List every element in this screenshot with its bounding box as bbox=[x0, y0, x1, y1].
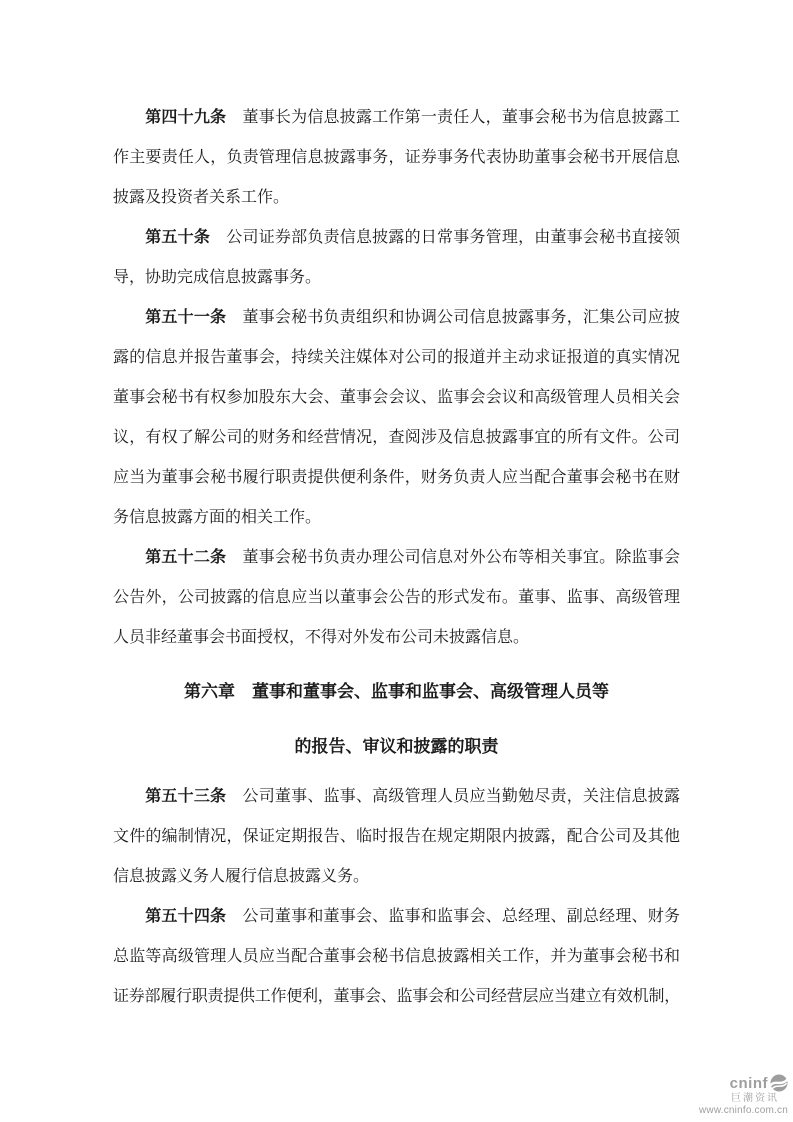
article-number: 第五十三条 bbox=[145, 788, 227, 805]
text-line: 董事会秘书有权参加股东大会、董事会会议、监事会会议和高级管理人员相关会 bbox=[113, 389, 680, 406]
article-number: 第五十条 bbox=[145, 229, 211, 246]
text-line bbox=[113, 538, 680, 578]
article-paragraph bbox=[113, 777, 680, 897]
text-line: 披露及投资者关系工作。 bbox=[113, 189, 290, 206]
chapter-heading bbox=[113, 664, 680, 774]
text-line bbox=[113, 98, 680, 138]
article-number: 第五十二条 bbox=[145, 549, 227, 566]
article-text: 董事会秘书负责组织和协调公司信息披露事务，汇集公司应披 bbox=[242, 309, 680, 326]
text-line: 露的信息并报告董事会，持续关注媒体对公司的报道并主动求证报道的真实情况 bbox=[113, 349, 680, 366]
article-text: 董事长为信息披露工作第一责任人，董事会秘书为信息披露工 bbox=[242, 109, 680, 126]
article-paragraph bbox=[113, 98, 680, 218]
text-line: 务信息披露方面的相关工作。 bbox=[113, 509, 322, 526]
article-paragraph bbox=[113, 538, 680, 658]
article-text: 公司董事和董事会、监事和监事会、总经理、副总经理、财务 bbox=[242, 908, 680, 925]
chapter-heading-line: 第六章 董事和董事会、监事和监事会、高级管理人员等 bbox=[184, 682, 609, 701]
cninfo-swirl-icon bbox=[770, 1074, 788, 1092]
article-number: 第五十一条 bbox=[145, 309, 227, 326]
text-line: 公告外，公司披露的信息应当以董事会公告的形式发布。董事、监事、高级管理 bbox=[113, 589, 680, 606]
text-line: 证券部履行职责提供工作便利，董事会、监事会和公司经营层应当建立有效机制， bbox=[113, 988, 680, 1005]
cninfo-logo bbox=[699, 1074, 788, 1116]
article-text: 公司证券部负责信息披露的日常事务管理，由董事会秘书直接领 bbox=[226, 229, 680, 246]
cninfo-logo-row bbox=[699, 1074, 788, 1092]
text-line: 应当为董事会秘书履行职责提供便利条件，财务负责人应当配合董事会秘书在财 bbox=[113, 469, 680, 486]
text-line: 文件的编制情况，保证定期报告、临时报告在规定期限内披露，配合公司及其他 bbox=[113, 828, 680, 845]
article-text: 董事会秘书负责办理公司信息对外公布等相关事宜。除监事会 bbox=[242, 549, 680, 566]
text-line: 作主要责任人，负责管理信息披露事务，证券事务代表协助董事会秘书开展信息 bbox=[113, 149, 680, 166]
text-line: 导，协助完成信息披露事务。 bbox=[113, 269, 322, 286]
cninfo-url: www.cninfo.com.cn bbox=[699, 1105, 788, 1116]
text-line: 议，有权了解公司的财务和经营情况，查阅涉及信息披露事宜的所有文件。公司 bbox=[113, 429, 680, 446]
article-paragraph bbox=[113, 218, 680, 298]
article-paragraph bbox=[113, 298, 680, 538]
cninfo-brand-text: cninf bbox=[729, 1074, 768, 1092]
page-body bbox=[113, 98, 680, 1017]
text-line bbox=[113, 897, 680, 937]
chapter-heading-line: 的报告、审议和披露的职责 bbox=[294, 737, 499, 756]
text-line bbox=[113, 218, 680, 258]
article-number: 第五十四条 bbox=[145, 908, 227, 925]
text-line bbox=[113, 298, 680, 338]
text-line: 总监等高级管理人员应当配合董事会秘书信息披露相关工作，并为董事会秘书和 bbox=[113, 948, 680, 965]
article-text: 公司董事、监事、高级管理人员应当勤勉尽责，关注信息披露 bbox=[242, 788, 680, 805]
article-number: 第四十九条 bbox=[145, 109, 227, 126]
text-line: 信息披露义务人履行信息披露义务。 bbox=[113, 868, 370, 885]
cninfo-chinese-name: 巨潮资讯 bbox=[731, 1093, 779, 1104]
article-paragraph bbox=[113, 897, 680, 1017]
text-line: 人员非经董事会书面授权，不得对外发布公司未披露信息。 bbox=[113, 629, 530, 646]
text-line bbox=[113, 777, 680, 817]
